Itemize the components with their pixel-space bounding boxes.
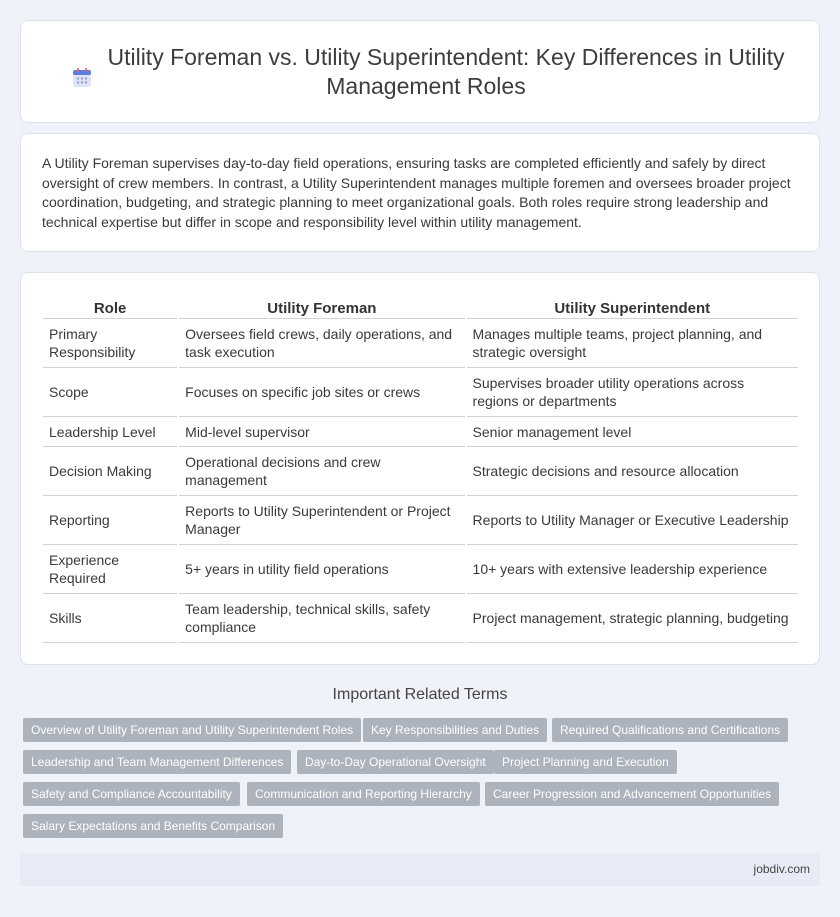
foreman-cell: Reports to Utility Superintendent or Project Manager <box>179 496 464 545</box>
foreman-cell: Operational decisions and crew management <box>179 447 464 496</box>
superintendent-cell: 10+ years with extensive leadership experience <box>467 545 798 594</box>
table-header-row <box>43 295 798 319</box>
related-term-tag[interactable]: Career Progression and Advancement Opportunities <box>485 782 779 806</box>
superintendent-cell: Strategic decisions and resource allocation <box>467 447 798 496</box>
superintendent-cell: Project management, strategic planning, budgeting <box>467 594 798 643</box>
table-row <box>43 319 798 368</box>
row-label: Experience Required <box>43 545 177 594</box>
row-label: Leadership Level <box>43 417 177 447</box>
related-term-tag[interactable]: Key Responsibilities and Duties <box>363 718 547 742</box>
row-label: Reporting <box>43 496 177 545</box>
header-utility-superintendent: Utility Superintendent <box>467 295 798 319</box>
related-term-tag[interactable]: Safety and Compliance Accountability <box>23 782 240 806</box>
table-row <box>43 447 798 496</box>
related-term-tag[interactable]: Required Qualifications and Certifications <box>552 718 788 742</box>
footer <box>20 853 820 886</box>
row-label: Skills <box>43 594 177 643</box>
foreman-cell: Team leadership, technical skills, safety compliance <box>179 594 464 643</box>
superintendent-cell: Reports to Utility Manager or Executive Leadership <box>467 496 798 545</box>
table-row <box>43 594 798 643</box>
table-row <box>43 368 798 417</box>
row-label: Scope <box>43 368 177 417</box>
page-title: Utility Foreman vs. Utility Superintendent: Key Differences in Utility Management Roles <box>107 44 785 99</box>
comparison-card <box>20 272 820 665</box>
title-card <box>20 20 820 123</box>
comparison-table <box>43 295 798 643</box>
intro-paragraph: A Utility Foreman supervises day-to-day field operations, ensuring tasks are completed efficiently and safely by direct oversight of crew members. In contrast, a Utility Superintendent manages multiple foremen and oversees broader project coordination, budgeting, and strategic planning to meet organizational goals. Both roles require strong leadership and technical expertise but differ in scope and responsibility level within utility management. <box>42 155 791 230</box>
superintendent-cell: Senior management level <box>467 417 798 447</box>
foreman-cell: Mid-level supervisor <box>179 417 464 447</box>
table-row <box>43 496 798 545</box>
header-role: Role <box>43 295 177 319</box>
footer-site-link[interactable]: jobdiv.com <box>753 862 810 876</box>
row-label: Decision Making <box>43 447 177 496</box>
foreman-cell: Oversees field crews, daily operations, and task execution <box>179 319 464 368</box>
row-label: Primary Responsibility <box>43 319 177 368</box>
superintendent-cell: Supervises broader utility operations across regions or departments <box>467 368 798 417</box>
header-utility-foreman: Utility Foreman <box>179 295 464 319</box>
foreman-cell: 5+ years in utility field operations <box>179 545 464 594</box>
table-row <box>43 417 798 447</box>
related-term-tag[interactable]: Overview of Utility Foreman and Utility Superintendent Roles <box>23 718 361 742</box>
related-term-tag[interactable]: Project Planning and Execution <box>494 750 677 774</box>
related-term-tag[interactable]: Salary Expectations and Benefits Comparison <box>23 814 283 838</box>
related-term-tag[interactable]: Leadership and Team Management Differences <box>23 750 291 774</box>
foreman-cell: Focuses on specific job sites or crews <box>179 368 464 417</box>
related-term-tag[interactable]: Day-to-Day Operational Oversight <box>297 750 494 774</box>
related-term-tag[interactable]: Communication and Reporting Hierarchy <box>247 782 480 806</box>
related-terms-title: Important Related Terms <box>332 686 508 703</box>
intro-card <box>20 133 820 252</box>
table-row <box>43 545 798 594</box>
superintendent-cell: Manages multiple teams, project planning, and strategic oversight <box>467 319 798 368</box>
